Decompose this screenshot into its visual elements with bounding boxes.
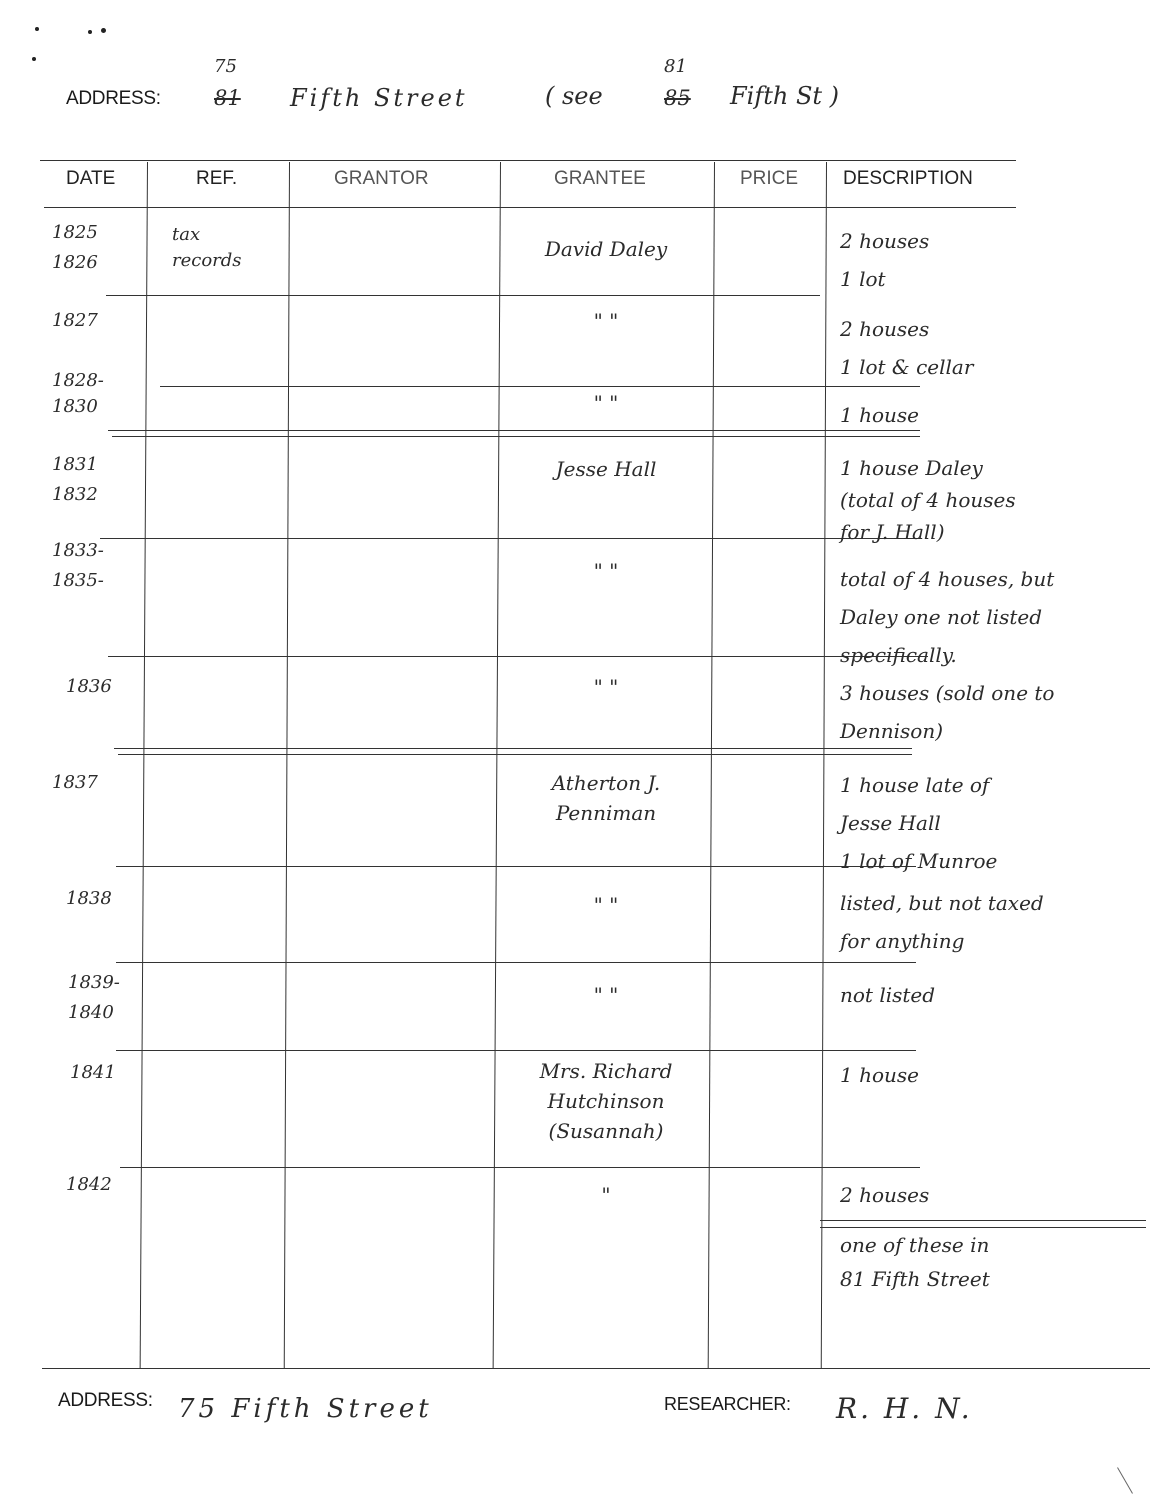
- column-rule-grantor: [493, 162, 501, 1368]
- researcher-label: RESEARCHER:: [664, 1394, 791, 1414]
- row-description: total of 4 houses, but Daley one not listed specifically.: [840, 567, 1055, 667]
- row-date: 1841: [70, 1062, 116, 1083]
- row-grantee: Jesse Hall: [555, 457, 657, 481]
- row-rule: [112, 436, 920, 437]
- speck: [35, 27, 39, 31]
- footer-address-value: 75 Fifth Street: [178, 1394, 433, 1424]
- row-rule: [116, 962, 916, 963]
- column-header-grantor: GRANTOR: [334, 168, 429, 189]
- row-rule: [820, 1220, 1146, 1221]
- see-reference-close: Fifth St ): [730, 82, 840, 110]
- row-rule: [108, 656, 928, 657]
- column-rule-grantee: [708, 162, 715, 1368]
- speck: [101, 28, 106, 33]
- row-rule: [116, 1050, 916, 1051]
- column-header-price: PRICE: [740, 168, 799, 189]
- row-grantee: Atherton J. Penniman: [551, 771, 661, 825]
- row-description: listed, but not taxed for anything: [840, 891, 1044, 953]
- row-grantee: " ": [593, 391, 619, 415]
- row-grantee: " ": [593, 983, 619, 1007]
- row-rule: [160, 386, 920, 387]
- row-date: 1831 1832: [52, 454, 98, 505]
- row-description: 3 houses (sold one to Dennison): [840, 681, 1055, 743]
- row-grantee: " ": [593, 309, 619, 333]
- row-description: 1 house Daley (total of 4 houses for J. Hall): [840, 456, 1016, 544]
- row-rule: [106, 295, 820, 296]
- row-description: 1 house late of Jesse Hall 1 lot of Munroe: [840, 773, 998, 873]
- header-bottom-rule: [44, 207, 1016, 208]
- street-number-corrected: 75: [214, 56, 237, 77]
- column-rule-price: [821, 162, 827, 1368]
- row-date: 1842: [66, 1174, 112, 1195]
- row-grantee: " ": [593, 675, 619, 699]
- column-header-ref: REF.: [196, 168, 238, 189]
- row-rule: [100, 538, 920, 539]
- row-description: 2 houses 1 lot & cellar: [840, 317, 974, 379]
- row-date: 1838: [66, 888, 112, 909]
- row-grantee: " ": [593, 893, 619, 917]
- row-grantee: ": [601, 1183, 611, 1207]
- row-rule: [120, 1167, 920, 1168]
- column-header-date: DATE: [66, 168, 116, 189]
- see-number-original: 85: [664, 86, 691, 110]
- see-reference-open: ( see: [545, 82, 603, 110]
- row-date: 1825 1826: [52, 222, 98, 273]
- speck: [88, 30, 92, 34]
- table-bottom-rule: [42, 1368, 1150, 1369]
- row-grantee: David Daley: [544, 237, 668, 261]
- see-number-corrected: 81: [664, 56, 687, 77]
- row-rule: [108, 430, 920, 431]
- column-rule-date: [140, 162, 148, 1368]
- row-description: 1 house: [840, 403, 919, 427]
- column-header-description: DESCRIPTION: [843, 168, 973, 189]
- row-date: 1833- 1835-: [52, 540, 104, 591]
- speck: [32, 57, 36, 61]
- row-date: 1837: [52, 772, 98, 793]
- row-grantee: Mrs. Richard Hutchinson (Susannah): [539, 1059, 673, 1143]
- column-header-grantee: GRANTEE: [554, 168, 646, 189]
- row-ref: tax records: [172, 224, 242, 271]
- corner-mark: [1117, 1467, 1133, 1493]
- researcher-value: R. H. N.: [836, 1392, 973, 1425]
- row-description: not listed: [840, 983, 936, 1007]
- row-description: 2 houses 1 lot: [840, 229, 930, 291]
- row-description: 2 houses: [840, 1183, 930, 1207]
- address-label: ADDRESS:: [66, 88, 161, 109]
- row-date: 1839- 1840: [68, 972, 120, 1023]
- note: one of these in 81 Fifth Street: [840, 1233, 990, 1291]
- row-date: 1830: [52, 396, 98, 417]
- row-date: 1836: [66, 676, 112, 697]
- row-rule: [116, 866, 916, 867]
- row-date: 1827 1828-: [52, 310, 104, 391]
- row-rule: [114, 748, 912, 749]
- table-top-rule: [40, 160, 1016, 161]
- row-description: 1 house: [840, 1063, 919, 1087]
- street-name: Fifth Street: [290, 84, 468, 112]
- column-rule-ref: [284, 162, 290, 1368]
- street-number-original: 81: [214, 86, 241, 110]
- row-grantee: " ": [593, 559, 619, 583]
- footer-address-label: ADDRESS:: [58, 1390, 153, 1411]
- row-rule: [118, 754, 912, 755]
